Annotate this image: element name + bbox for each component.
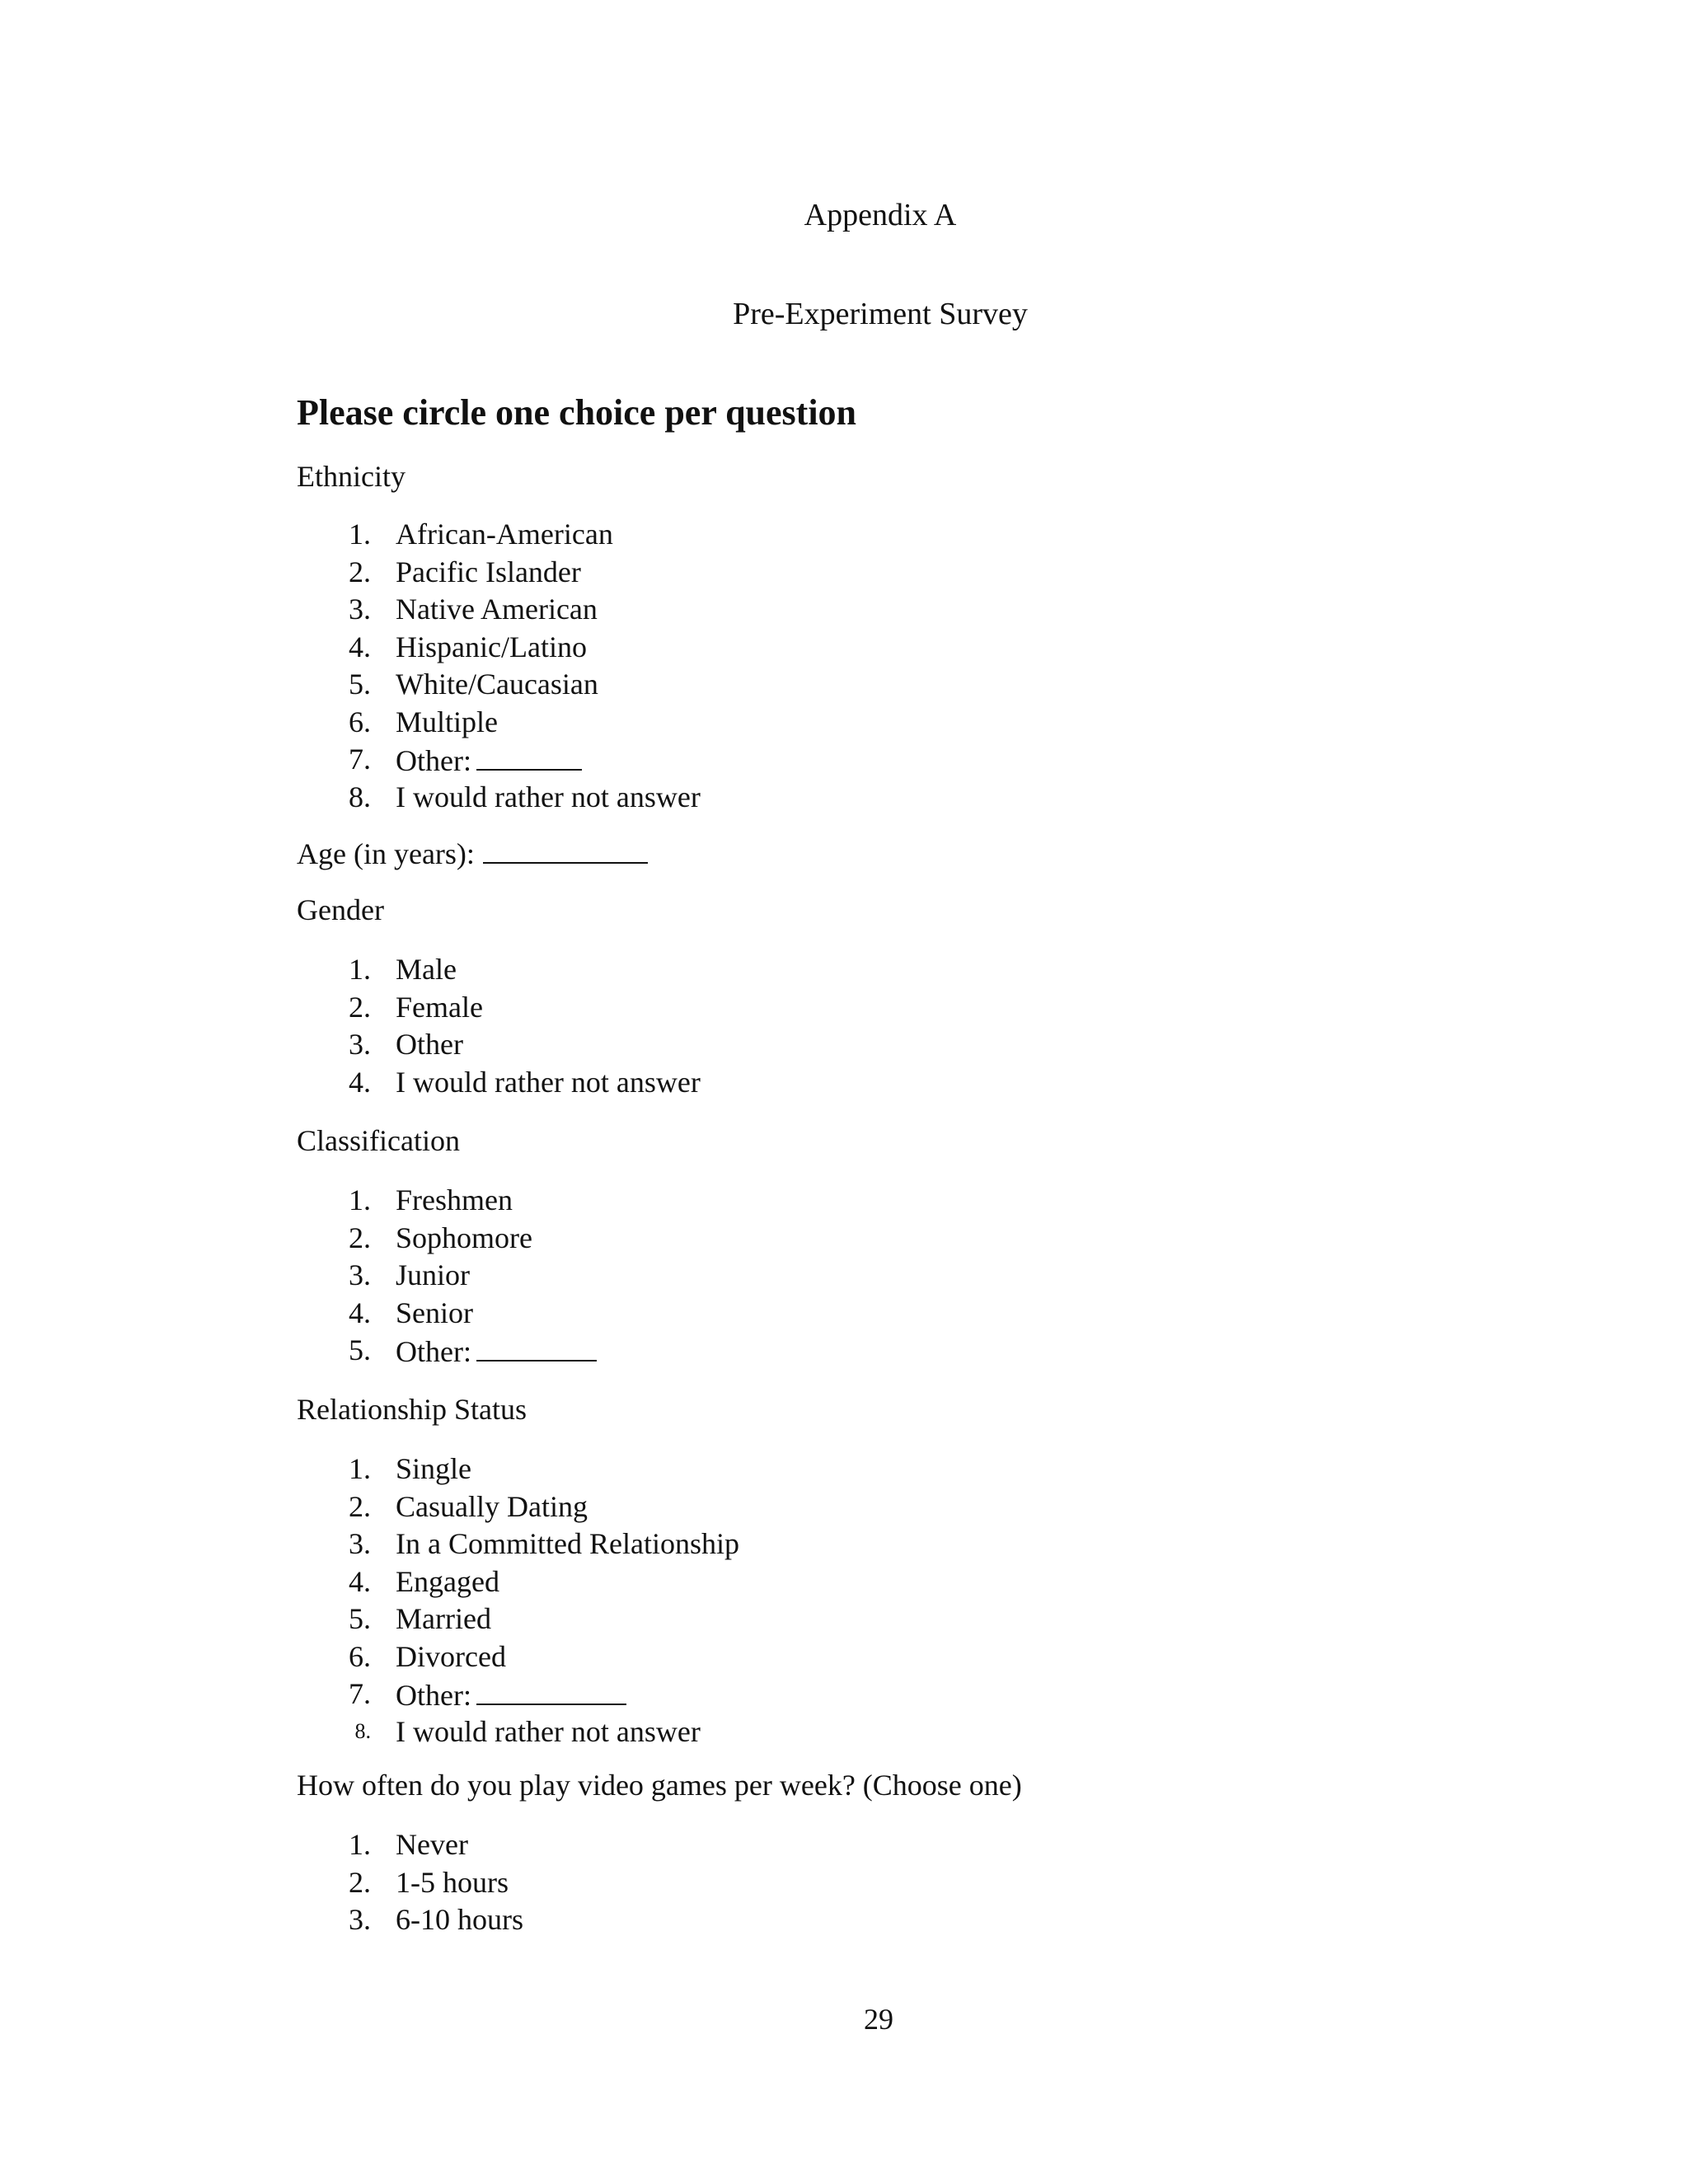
option-text: Single — [396, 1452, 472, 1485]
option-text: Freshmen — [396, 1183, 513, 1216]
option-number: 6. — [349, 1639, 371, 1673]
option-text: White/Caucasian — [396, 668, 598, 701]
option-text: African-American — [396, 518, 613, 551]
video-games-label: How often do you play video games per week? (Choose one) — [297, 1769, 1022, 1802]
option-text: Other — [396, 1028, 463, 1061]
option-number: 8. — [349, 780, 371, 813]
option-number: 3. — [349, 1527, 371, 1560]
option-number: 1. — [349, 518, 371, 551]
age-question — [297, 834, 648, 872]
instruction-heading: Please circle one choice per question — [297, 392, 857, 433]
option-text: Senior — [396, 1296, 473, 1329]
option-number: 3. — [349, 593, 371, 626]
option-text: Other: — [396, 1679, 471, 1712]
option-number: 1. — [349, 1828, 371, 1861]
option-number: 8. — [354, 1718, 371, 1743]
option-text: Hispanic/Latino — [396, 630, 587, 663]
age-label: Age (in years): — [297, 837, 475, 870]
option-text: Married — [396, 1602, 491, 1635]
option-text: 1-5 hours — [396, 1865, 509, 1899]
age-blank-line[interactable] — [483, 834, 648, 864]
option-text: Pacific Islander — [396, 555, 581, 588]
option-number: 5. — [349, 1602, 371, 1635]
option-number: 2. — [349, 1489, 371, 1523]
option-number: 1. — [349, 1452, 371, 1485]
option-number: 7. — [349, 743, 371, 776]
option-text: Other: — [396, 1335, 471, 1368]
option-number: 3. — [349, 1903, 371, 1936]
option-text: Divorced — [396, 1639, 506, 1673]
option-text: Sophomore — [396, 1221, 532, 1254]
option-text-with-blank — [396, 1675, 626, 1713]
page-number: 29 — [864, 2003, 893, 2036]
option-text: Junior — [396, 1258, 470, 1291]
option-number: 4. — [349, 1564, 371, 1598]
option-text: Male — [396, 953, 457, 986]
option-text: Never — [396, 1828, 468, 1861]
option-number: 2. — [349, 1865, 371, 1899]
option-number: 6. — [349, 705, 371, 738]
option-number: 5. — [349, 668, 371, 701]
option-number: 3. — [349, 1258, 371, 1291]
option-text: I would rather not answer — [396, 1714, 701, 1748]
appendix-title: Appendix A — [804, 198, 957, 232]
option-number: 1. — [349, 953, 371, 986]
option-number: 4. — [349, 630, 371, 663]
option-number: 2. — [349, 990, 371, 1024]
option-text: Female — [396, 990, 483, 1024]
option-text: In a Committed Relationship — [396, 1527, 739, 1560]
option-text-with-blank — [396, 1332, 597, 1370]
option-number: 4. — [349, 1065, 371, 1099]
option-number: 1. — [349, 1183, 371, 1216]
option-text: Engaged — [396, 1564, 499, 1598]
blank-line[interactable] — [476, 741, 582, 771]
option-text: Other: — [396, 744, 471, 777]
option-number: 2. — [349, 1221, 371, 1254]
relationship-label: Relationship Status — [297, 1393, 527, 1426]
option-text: 6-10 hours — [396, 1903, 523, 1936]
option-text: Casually Dating — [396, 1489, 588, 1523]
option-text: Multiple — [396, 705, 498, 738]
blank-line[interactable] — [476, 1675, 626, 1705]
blank-line[interactable] — [476, 1332, 597, 1361]
option-text: I would rather not answer — [396, 1065, 701, 1099]
option-number: 3. — [349, 1028, 371, 1061]
option-text-with-blank — [396, 741, 582, 779]
option-text: I would rather not answer — [396, 780, 701, 813]
ethnicity-label: Ethnicity — [297, 460, 406, 493]
classification-label: Classification — [297, 1124, 460, 1157]
option-number: 5. — [349, 1333, 371, 1366]
survey-title: Pre-Experiment Survey — [733, 297, 1028, 331]
option-number: 7. — [349, 1677, 371, 1710]
option-text: Native American — [396, 593, 598, 626]
option-number: 2. — [349, 555, 371, 588]
option-number: 4. — [349, 1296, 371, 1329]
gender-label: Gender — [297, 893, 384, 926]
